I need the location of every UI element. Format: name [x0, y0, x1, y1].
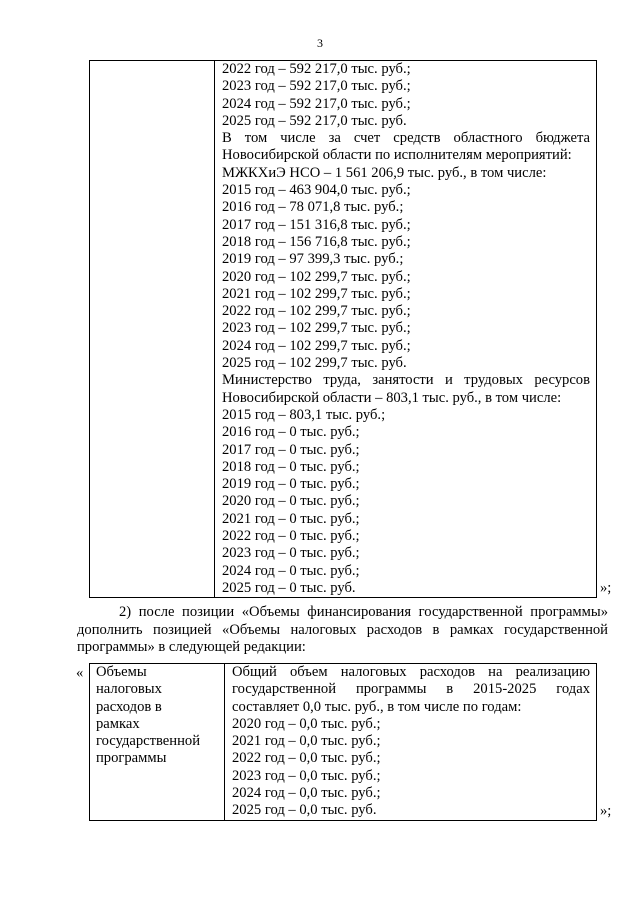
label-line: расходов в — [96, 698, 162, 715]
table-line: 2015 год – 463 904,0 тыс. руб.; — [222, 182, 411, 199]
table-line: 2022 год – 0,0 тыс. руб.; — [232, 750, 381, 767]
table-line: 2024 год – 0 тыс. руб.; — [222, 562, 360, 579]
label-line: государственной — [96, 733, 201, 750]
financing-table — [89, 60, 597, 598]
paragraph-line: дополнить позицией «Объемы налоговых расходов в рамках государственной — [77, 621, 608, 638]
table-line: 2016 год – 78 071,8 тыс. руб.; — [222, 199, 404, 216]
table-line: 2020 год – 0 тыс. руб.; — [222, 493, 360, 510]
table-line: 2024 год – 592 217,0 тыс. руб.; — [222, 95, 411, 112]
table-line: 2023 год – 0,0 тыс. руб.; — [232, 767, 381, 784]
table-line: 2023 год – 592 217,0 тыс. руб.; — [222, 78, 411, 95]
table-line: 2022 год – 592 217,0 тыс. руб.; — [222, 61, 411, 77]
table-line: 2024 год – 102 299,7 тыс. руб.; — [222, 337, 411, 354]
tax-expenses-label-cell — [90, 664, 225, 821]
table-line: Министерство труда, занятости и трудовых ресурсов — [222, 372, 590, 389]
table-line: 2025 год – 592 217,0 тыс. руб. — [222, 112, 407, 129]
table-line: 2023 год – 102 299,7 тыс. руб.; — [222, 320, 411, 337]
table-line: 2025 год – 102 299,7 тыс. руб. — [222, 355, 407, 372]
table-line: 2017 год – 151 316,8 тыс. руб.; — [222, 216, 411, 233]
table-line: 2019 год – 97 399,3 тыс. руб.; — [222, 251, 404, 268]
table-line: 2021 год – 0,0 тыс. руб.; — [232, 733, 381, 750]
table-line: 2017 год – 0 тыс. руб.; — [222, 441, 360, 458]
tax-expenses-value-cell — [225, 664, 597, 821]
table-line: 2018 год – 156 716,8 тыс. руб.; — [222, 233, 411, 250]
closing-quote: »; — [600, 803, 612, 819]
label-line: рамках — [96, 715, 140, 732]
paragraph-line: 2) после позиции «Объемы финансирования государственной программы» — [119, 604, 608, 620]
amendment-paragraph — [77, 604, 608, 656]
table-line: 2022 год – 102 299,7 тыс. руб.; — [222, 303, 411, 320]
table-line: 2018 год – 0 тыс. руб.; — [222, 458, 360, 475]
table-line: 2016 год – 0 тыс. руб.; — [222, 424, 360, 441]
table-line: 2021 год – 102 299,7 тыс. руб.; — [222, 285, 411, 302]
tax-expenses-table — [89, 663, 597, 821]
table-line: 2019 год – 0 тыс. руб.; — [222, 476, 360, 493]
table-line: Общий объем налоговых расходов на реализацию — [232, 664, 590, 680]
table-line: 2023 год – 0 тыс. руб.; — [222, 545, 360, 562]
table-line: 2020 год – 0,0 тыс. руб.; — [232, 715, 381, 732]
table-line: 2025 год – 0 тыс. руб. — [222, 579, 356, 596]
table-line: 2025 год – 0,0 тыс. руб. — [232, 802, 377, 819]
closing-quote: »; — [600, 580, 612, 596]
table-line: составляет 0,0 тыс. руб., в том числе по годам: — [232, 698, 522, 715]
label-line: программы — [96, 750, 167, 767]
opening-quote: « — [76, 665, 84, 681]
label-line: налоговых — [96, 681, 162, 698]
table-line: МЖКХиЭ НСО – 1 561 206,9 тыс. руб., в том числе: — [222, 164, 547, 181]
page-number: 3 — [317, 36, 323, 50]
table-line: 2021 год – 0 тыс. руб.; — [222, 510, 360, 527]
table-line: 2024 год – 0,0 тыс. руб.; — [232, 785, 381, 802]
table-line: Новосибирской области по исполнителям мероприятий: — [222, 147, 572, 164]
table-line: 2015 год – 803,1 тыс. руб.; — [222, 406, 386, 423]
paragraph-line: программы» в следующей редакции: — [77, 639, 306, 656]
financing-table-left-cell — [90, 61, 215, 598]
table-line: 2022 год – 0 тыс. руб.; — [222, 528, 360, 545]
financing-table-right-cell — [215, 61, 597, 598]
table-line: государственной программы в 2015-2025 годах — [232, 681, 590, 698]
table-line: 2020 год – 102 299,7 тыс. руб.; — [222, 268, 411, 285]
table-line: Новосибирской области – 803,1 тыс. руб., в том числе: — [222, 389, 562, 406]
label-line: Объемы — [96, 664, 147, 680]
table-line: В том числе за счет средств областного бюджета — [222, 130, 590, 147]
